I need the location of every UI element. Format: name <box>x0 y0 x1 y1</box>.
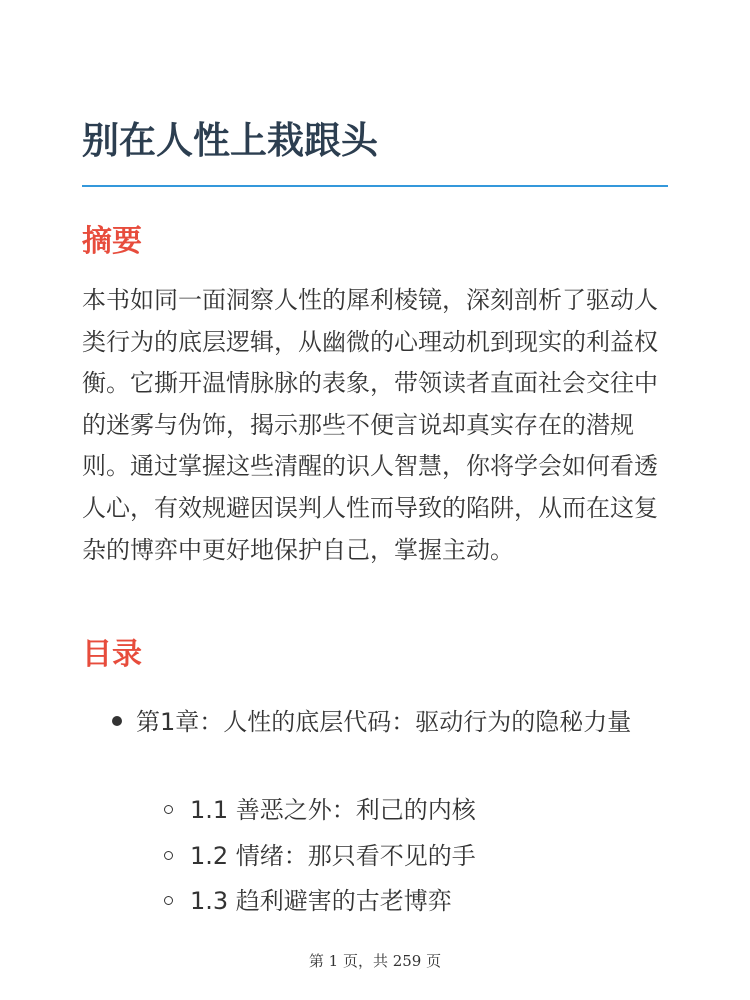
bullet-disc-icon <box>112 716 122 726</box>
toc-section-label: 1.1 善恶之外：利己的内核 <box>190 796 476 824</box>
page-number-footer: 第 1 页，共 259 页 <box>308 952 442 970</box>
summary-heading: 摘要 <box>82 224 142 259</box>
toc-section-1-2 <box>164 836 684 876</box>
bullet-circle-icon <box>164 805 173 814</box>
bullet-circle-icon <box>164 851 173 860</box>
bullet-circle-icon <box>164 896 173 905</box>
toc-section-1-3 <box>164 881 684 921</box>
document-title: 别在人性上栽跟头 <box>82 119 378 162</box>
toc-chapter-label: 第1章：人性的底层代码：驱动行为的隐秘力量 <box>136 708 632 736</box>
toc-section-1-1 <box>164 790 684 830</box>
toc-section-label: 1.3 趋利避害的古老博弈 <box>190 887 452 915</box>
summary-paragraph: 本书如同一面洞察人性的犀利棱镜，深刻剖析了驱动人类行为的底层逻辑，从幽微的心理动机到现实的利益权衡。它撕开温情脉脉的表象，带领读者直面社会交往中的迷雾与伪饰，揭示那些不便言说却真实存在的潜规则。通过掌握这些清醒的识人智慧，你将学会如何看透人心，有效规避因误判人性而导致的陷阱，从而在这复杂的博弈中更好地保护自己，掌握主动。 <box>82 286 658 564</box>
toc-chapter-1 <box>112 702 672 742</box>
toc-section-label: 1.2 情绪：那只看不见的手 <box>190 842 476 870</box>
title-divider <box>82 185 668 187</box>
toc-heading: 目录 <box>82 637 142 672</box>
